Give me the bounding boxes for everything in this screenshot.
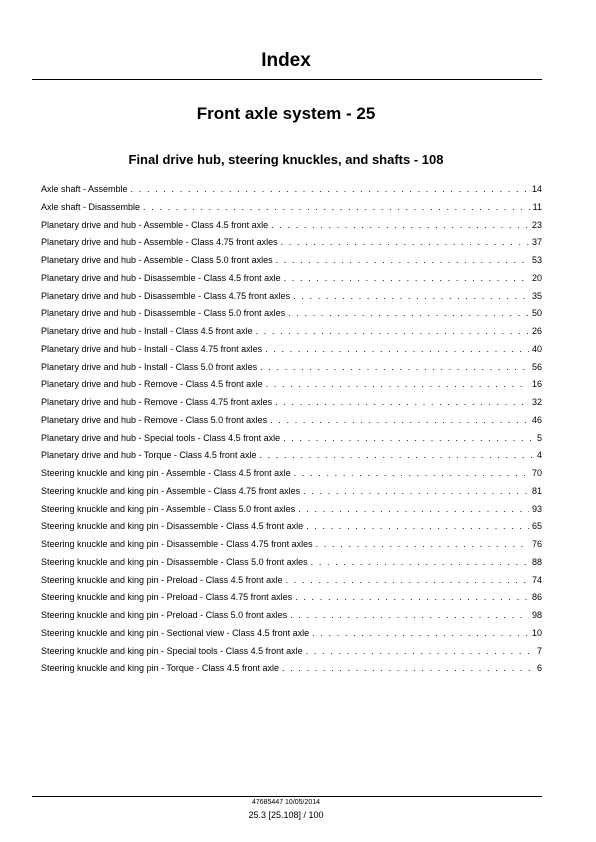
- index-entry-page-number: 10: [531, 627, 542, 638]
- index-entry[interactable]: [41, 574, 542, 592]
- index-entry-page-number: 20: [531, 272, 542, 283]
- dot-leader: [294, 467, 529, 480]
- dot-leader: [260, 361, 529, 374]
- index-entry[interactable]: [41, 467, 542, 485]
- dot-leader: [303, 485, 529, 498]
- index-entry-label: Steering knuckle and king pin - Disassemble - Class 5.0 front axles: [41, 556, 308, 567]
- dot-leader: [283, 432, 534, 445]
- index-entry-label: Planetary drive and hub - Install - Class 4.5 front axle: [41, 326, 253, 336]
- index-entry[interactable]: [41, 449, 542, 467]
- index-entry-page-number: 11: [532, 201, 542, 212]
- index-entry[interactable]: [41, 361, 542, 379]
- dot-leader: [311, 556, 529, 569]
- dot-leader: [316, 538, 529, 551]
- index-entry[interactable]: [41, 485, 542, 503]
- index-entry[interactable]: [41, 645, 542, 663]
- dot-leader: [295, 591, 529, 604]
- index-entry-label: Planetary drive and hub - Assemble - Class 4.5 front axle: [41, 219, 269, 230]
- index-entry-label: Steering knuckle and king pin - Preload - Class 5.0 front axles: [41, 610, 288, 620]
- index-entry-label: Steering knuckle and king pin - Disassemble - Class 4.75 front axles: [41, 539, 313, 549]
- index-entry-page-number: 46: [531, 414, 542, 425]
- title-divider: [32, 79, 542, 80]
- index-entry-page-number: 32: [531, 397, 542, 407]
- footer-page-reference: 25.3 [25.108] / 100: [248, 810, 324, 820]
- dot-leader: [312, 627, 529, 640]
- index-entry-label: Planetary drive and hub - Torque - Class 4.5 front axle: [41, 450, 257, 461]
- index-entry-label: Steering knuckle and king pin - Assemble - Class 4.75 front axles: [41, 485, 301, 496]
- index-entry-page-number: 14: [531, 184, 542, 194]
- index-entry[interactable]: [41, 432, 542, 450]
- index-entry-page-number: 74: [531, 574, 542, 585]
- index-entry[interactable]: [41, 414, 542, 432]
- dot-leader: [143, 201, 530, 214]
- index-entry-label: Planetary drive and hub - Special tools - Class 4.5 front axle: [41, 432, 281, 443]
- index-entry[interactable]: [41, 272, 542, 290]
- index-entry-label: Planetary drive and hub - Remove - Class 5.0 front axles: [41, 414, 268, 425]
- dot-leader: [270, 414, 529, 427]
- index-entry-label: Axle shaft - Disassemble: [41, 201, 141, 212]
- dot-leader: [259, 449, 534, 462]
- index-entry-label: Steering knuckle and king pin - Special tools - Class 4.5 front axle: [41, 645, 303, 656]
- index-entry-label: Planetary drive and hub - Assemble - Class 4.75 front axles: [41, 237, 278, 248]
- index-entry-label: Steering knuckle and king pin - Assemble - Class 5.0 front axles: [41, 503, 296, 514]
- index-entry[interactable]: [41, 520, 542, 538]
- index-entry-page-number: 35: [531, 290, 542, 301]
- index-entry-label: Steering knuckle and king pin - Sectional view - Class 4.5 front axle: [41, 627, 310, 638]
- index-entry[interactable]: [41, 343, 542, 361]
- index-entry[interactable]: [41, 627, 542, 645]
- index-entry-page-number: 65: [531, 521, 542, 532]
- index-entry-page-number: 76: [531, 539, 542, 549]
- index-entry[interactable]: [41, 325, 542, 343]
- index-entry-page-number: 88: [531, 556, 542, 567]
- dot-leader: [281, 236, 529, 249]
- index-entry-page-number: 23: [531, 219, 542, 230]
- index-entry[interactable]: [41, 307, 542, 325]
- dot-leader: [256, 325, 529, 338]
- index-entry-label: Planetary drive and hub - Disassemble - Class 4.5 front axle: [41, 272, 281, 283]
- index-entry-page-number: 53: [531, 255, 542, 265]
- index-entry[interactable]: [41, 201, 542, 219]
- index-entry-page-number: 5: [536, 432, 542, 443]
- index-entry[interactable]: [41, 503, 542, 521]
- index-entry[interactable]: [41, 219, 542, 237]
- index-entry-page-number: 70: [531, 468, 542, 478]
- subsection-title: Final drive hub, steering knuckles, and shafts - 108: [128, 152, 444, 167]
- index-entry[interactable]: [41, 556, 542, 574]
- index-list: [41, 183, 542, 680]
- index-entry-page-number: 50: [531, 308, 542, 319]
- dot-leader: [131, 183, 529, 196]
- index-entry-label: Steering knuckle and king pin - Preload - Class 4.75 front axles: [41, 592, 293, 603]
- index-entry-page-number: 86: [531, 592, 542, 603]
- footer-document-id: 47685447 10/05/2014: [251, 799, 321, 806]
- dot-leader: [290, 609, 529, 622]
- index-entry-label: Planetary drive and hub - Install - Class 5.0 front axles: [41, 361, 258, 372]
- index-entry-page-number: 7: [536, 645, 542, 656]
- index-entry-page-number: 4: [536, 450, 542, 461]
- index-entry-page-number: 93: [531, 503, 542, 514]
- index-entry-page-number: 26: [531, 326, 542, 336]
- dot-leader: [265, 343, 529, 356]
- dot-leader: [288, 307, 529, 320]
- index-entry-page-number: 98: [531, 610, 542, 620]
- index-entry[interactable]: [41, 183, 542, 201]
- dot-leader: [276, 254, 529, 267]
- index-entry-label: Planetary drive and hub - Disassemble - Class 5.0 front axles: [41, 308, 286, 319]
- index-entry-label: Steering knuckle and king pin - Assemble - Class 4.5 front axle: [41, 468, 291, 478]
- index-entry-label: Planetary drive and hub - Remove - Class 4.5 front axle: [41, 379, 263, 390]
- index-entry-page-number: 16: [531, 379, 542, 390]
- footer-divider: [32, 796, 542, 797]
- index-entry[interactable]: [41, 591, 542, 609]
- index-entry-label: Planetary drive and hub - Disassemble - Class 4.75 front axles: [41, 290, 291, 301]
- index-entry-page-number: 40: [531, 343, 542, 354]
- index-entry-page-number: 6: [536, 663, 542, 674]
- dot-leader: [293, 290, 529, 303]
- index-entry-label: Planetary drive and hub - Install - Class 4.75 front axles: [41, 343, 263, 354]
- dot-leader: [275, 396, 529, 409]
- index-entry-label: Steering knuckle and king pin - Torque - Class 4.5 front axle: [41, 663, 279, 674]
- index-entry[interactable]: [41, 396, 542, 414]
- index-entry[interactable]: [41, 662, 542, 680]
- dot-leader: [306, 520, 529, 533]
- dot-leader: [286, 574, 529, 587]
- index-entry[interactable]: [41, 254, 542, 272]
- index-entry-page-number: 81: [531, 485, 542, 496]
- index-entry-page-number: 37: [531, 237, 542, 248]
- section-title: Front axle system - 25: [196, 104, 376, 123]
- index-entry-label: Planetary drive and hub - Assemble - Class 5.0 front axles: [41, 255, 273, 265]
- dot-leader: [271, 219, 529, 232]
- index-entry[interactable]: [41, 538, 542, 556]
- index-entry[interactable]: [41, 609, 542, 627]
- index-entry-page-number: 56: [531, 361, 542, 372]
- dot-leader: [284, 272, 529, 285]
- index-entry-label: Steering knuckle and king pin - Preload - Class 4.5 front axle: [41, 574, 283, 585]
- dot-leader: [266, 378, 529, 391]
- index-entry[interactable]: [41, 378, 542, 396]
- dot-leader: [298, 503, 529, 516]
- index-entry-label: Axle shaft - Assemble: [41, 184, 128, 194]
- index-entry[interactable]: [41, 290, 542, 308]
- index-entry-label: Planetary drive and hub - Remove - Class 4.75 front axles: [41, 397, 273, 407]
- page-title: Index: [261, 50, 311, 71]
- index-entry[interactable]: [41, 236, 542, 254]
- dot-leader: [282, 662, 534, 675]
- index-entry-label: Steering knuckle and king pin - Disassemble - Class 4.5 front axle: [41, 521, 304, 532]
- dot-leader: [306, 645, 534, 658]
